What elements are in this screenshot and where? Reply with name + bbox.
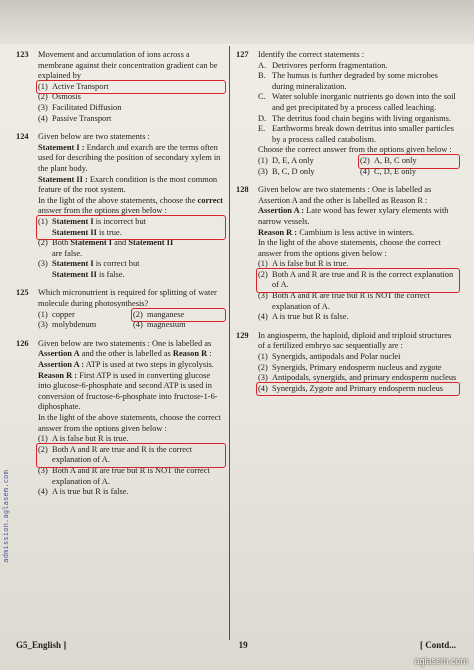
option-2-highlighted[interactable]: (2) Both A and R are true and R is the correct explanation of A. — [258, 270, 458, 291]
option-1-highlighted[interactable]: (1) Statement I is incorrect but Statement II is true. — [38, 217, 224, 238]
option-3[interactable]: (3) Facilitated Diffusion — [38, 102, 122, 112]
instructions: In the light of the above statements, choose the correct answer from the options given below : — [38, 195, 223, 216]
option-4[interactable]: (4) Passive Transport — [38, 113, 112, 123]
question-number: 127 — [236, 50, 249, 59]
option-1[interactable]: (1) Synergids, antipodals and Polar nuclei — [258, 352, 401, 362]
continued-label: [ Contd... — [419, 640, 456, 650]
statement-b: B. The humus is further degraded by some microbes during mineralization. — [258, 71, 438, 91]
footer-code: G5_English ] — [16, 640, 67, 650]
question-stem: Given below are two statements : One is labelled as Assertion A and the other is labelled as Reason R : — [38, 338, 212, 359]
option-1[interactable]: (1) copper — [38, 309, 75, 319]
instructions: Choose the correct answer from the options given below : — [258, 145, 452, 155]
option-2[interactable]: (2) Both Statement I and Statement II are false. — [38, 238, 174, 258]
option-4[interactable]: (4) magnesium — [133, 320, 186, 330]
instructions: In the light of the above statements, choose the correct answer from the options given below : — [258, 238, 441, 258]
question-128 — [236, 185, 458, 323]
page-number: 19 — [238, 640, 248, 650]
statement-a: A. Detrivores perform fragmentation. — [258, 60, 388, 70]
option-4[interactable]: (4) C, D, E only — [360, 166, 417, 176]
statement-e: E. Earthworms break down detritus into smaller particles by a process called catabolism. — [258, 124, 454, 144]
option-3[interactable]: (3) Antipodals, synergids, and primary endosperm nucleus — [258, 373, 457, 383]
question-129 — [236, 331, 458, 395]
option-4-highlighted[interactable]: (4) Synergids, Zygote and Primary endosperm nucleus — [258, 384, 458, 395]
question-stem: In angiosperm, the haploid, diploid and triploid structures of a fertilized embryo sac sequentially are : — [258, 330, 452, 351]
option-4[interactable]: (4) A is true but R is false. — [38, 487, 129, 497]
option-2-highlighted[interactable]: (2) manganese — [133, 310, 224, 321]
option-1-highlighted[interactable]: (1) Active Transport — [38, 82, 224, 93]
option-2[interactable]: (2) Synergids, Primary endosperm nucleus and zygote — [258, 362, 442, 372]
option-1[interactable]: (1) A is false but R is true. — [38, 434, 129, 444]
option-3[interactable]: (3) molybdenum — [38, 320, 97, 330]
reason-text: Reason R : Cambium is less active in winters. — [258, 227, 415, 237]
question-125 — [16, 288, 224, 330]
option-2-highlighted[interactable]: (2) A, B, C only — [360, 156, 458, 167]
question-127 — [236, 50, 458, 177]
option-1[interactable]: (1) A is false but R is true. — [258, 259, 349, 269]
option-3[interactable]: (3) Statement I is correct but Statement II is false. — [38, 259, 140, 279]
assertion-text: Assertion A : ATP is used at two steps in glycolysis. — [38, 360, 214, 370]
question-stem: Identify the correct statements : — [258, 50, 365, 59]
question-number: 128 — [236, 185, 249, 195]
option-2[interactable]: (2) Osmosis — [38, 92, 81, 102]
option-1[interactable]: (1) D, E, A only — [258, 155, 314, 165]
question-stem: Which micronutrient is required for splitting of water molecule during photosynthesis? — [38, 288, 217, 309]
brand-watermark: aglasem.com — [414, 656, 468, 666]
question-stem: Given below are two statements : — [38, 132, 150, 142]
statement-d: D. The detritus food chain begins with living organisms. — [258, 113, 451, 123]
side-watermark: admission.aglasem.com — [2, 470, 10, 563]
statement-1: Statement I : Endarch and exarch are the terms often used for describing the position of secondary xylem in the plant body. — [38, 142, 221, 173]
question-124 — [16, 132, 224, 280]
question-number: 124 — [16, 132, 29, 142]
question-123 — [16, 50, 224, 124]
question-number: 129 — [236, 330, 249, 340]
left-column — [16, 50, 224, 506]
right-column — [236, 50, 458, 402]
question-number: 123 — [16, 50, 29, 59]
option-3[interactable]: (3) B, C, D only — [258, 166, 315, 176]
statement-2: Statement II : Exarch condition is the most common feature of the root system. — [38, 174, 218, 195]
question-stem: Movement and accumulation of ions across a membrane against their concentration gradient can be explained by — [38, 50, 218, 81]
column-divider — [229, 46, 230, 640]
page-footer — [16, 640, 456, 650]
statement-c: C. Water soluble inorganic nutrients go down into the soil and get precipitated by a process called leaching. — [258, 92, 456, 112]
option-4[interactable]: (4) A is true but R is false. — [258, 312, 349, 322]
reason-text: Reason R : First ATP is used in converting glucose into glucose-6-phosphate and second ATP is used in conversion of fructose-6-phosphate into fructose-1-6-diphosphate. — [38, 370, 218, 412]
assertion-text: Assertion A : Late wood has fewer xylary elements with narrow vessels. — [258, 206, 449, 226]
question-stem: Given below are two statements : One is labelled as Assertion A and the other is labelled as Reason R : — [258, 185, 432, 205]
question-126 — [16, 339, 224, 498]
option-3[interactable]: (3) Both A and R are true but R is NOT the correct explanation of A. — [258, 291, 430, 311]
question-number: 126 — [16, 338, 29, 348]
question-number: 125 — [16, 288, 29, 298]
option-2-highlighted[interactable]: (2) Both A and R are true and R is the correct explanation of A. — [38, 445, 224, 466]
instructions: In the light of the above statements, choose the correct answer from the options given below : — [38, 413, 221, 433]
page-top-edge — [0, 0, 474, 44]
option-3[interactable]: (3) Both A and R are true but R is NOT the correct explanation of A. — [38, 465, 210, 486]
